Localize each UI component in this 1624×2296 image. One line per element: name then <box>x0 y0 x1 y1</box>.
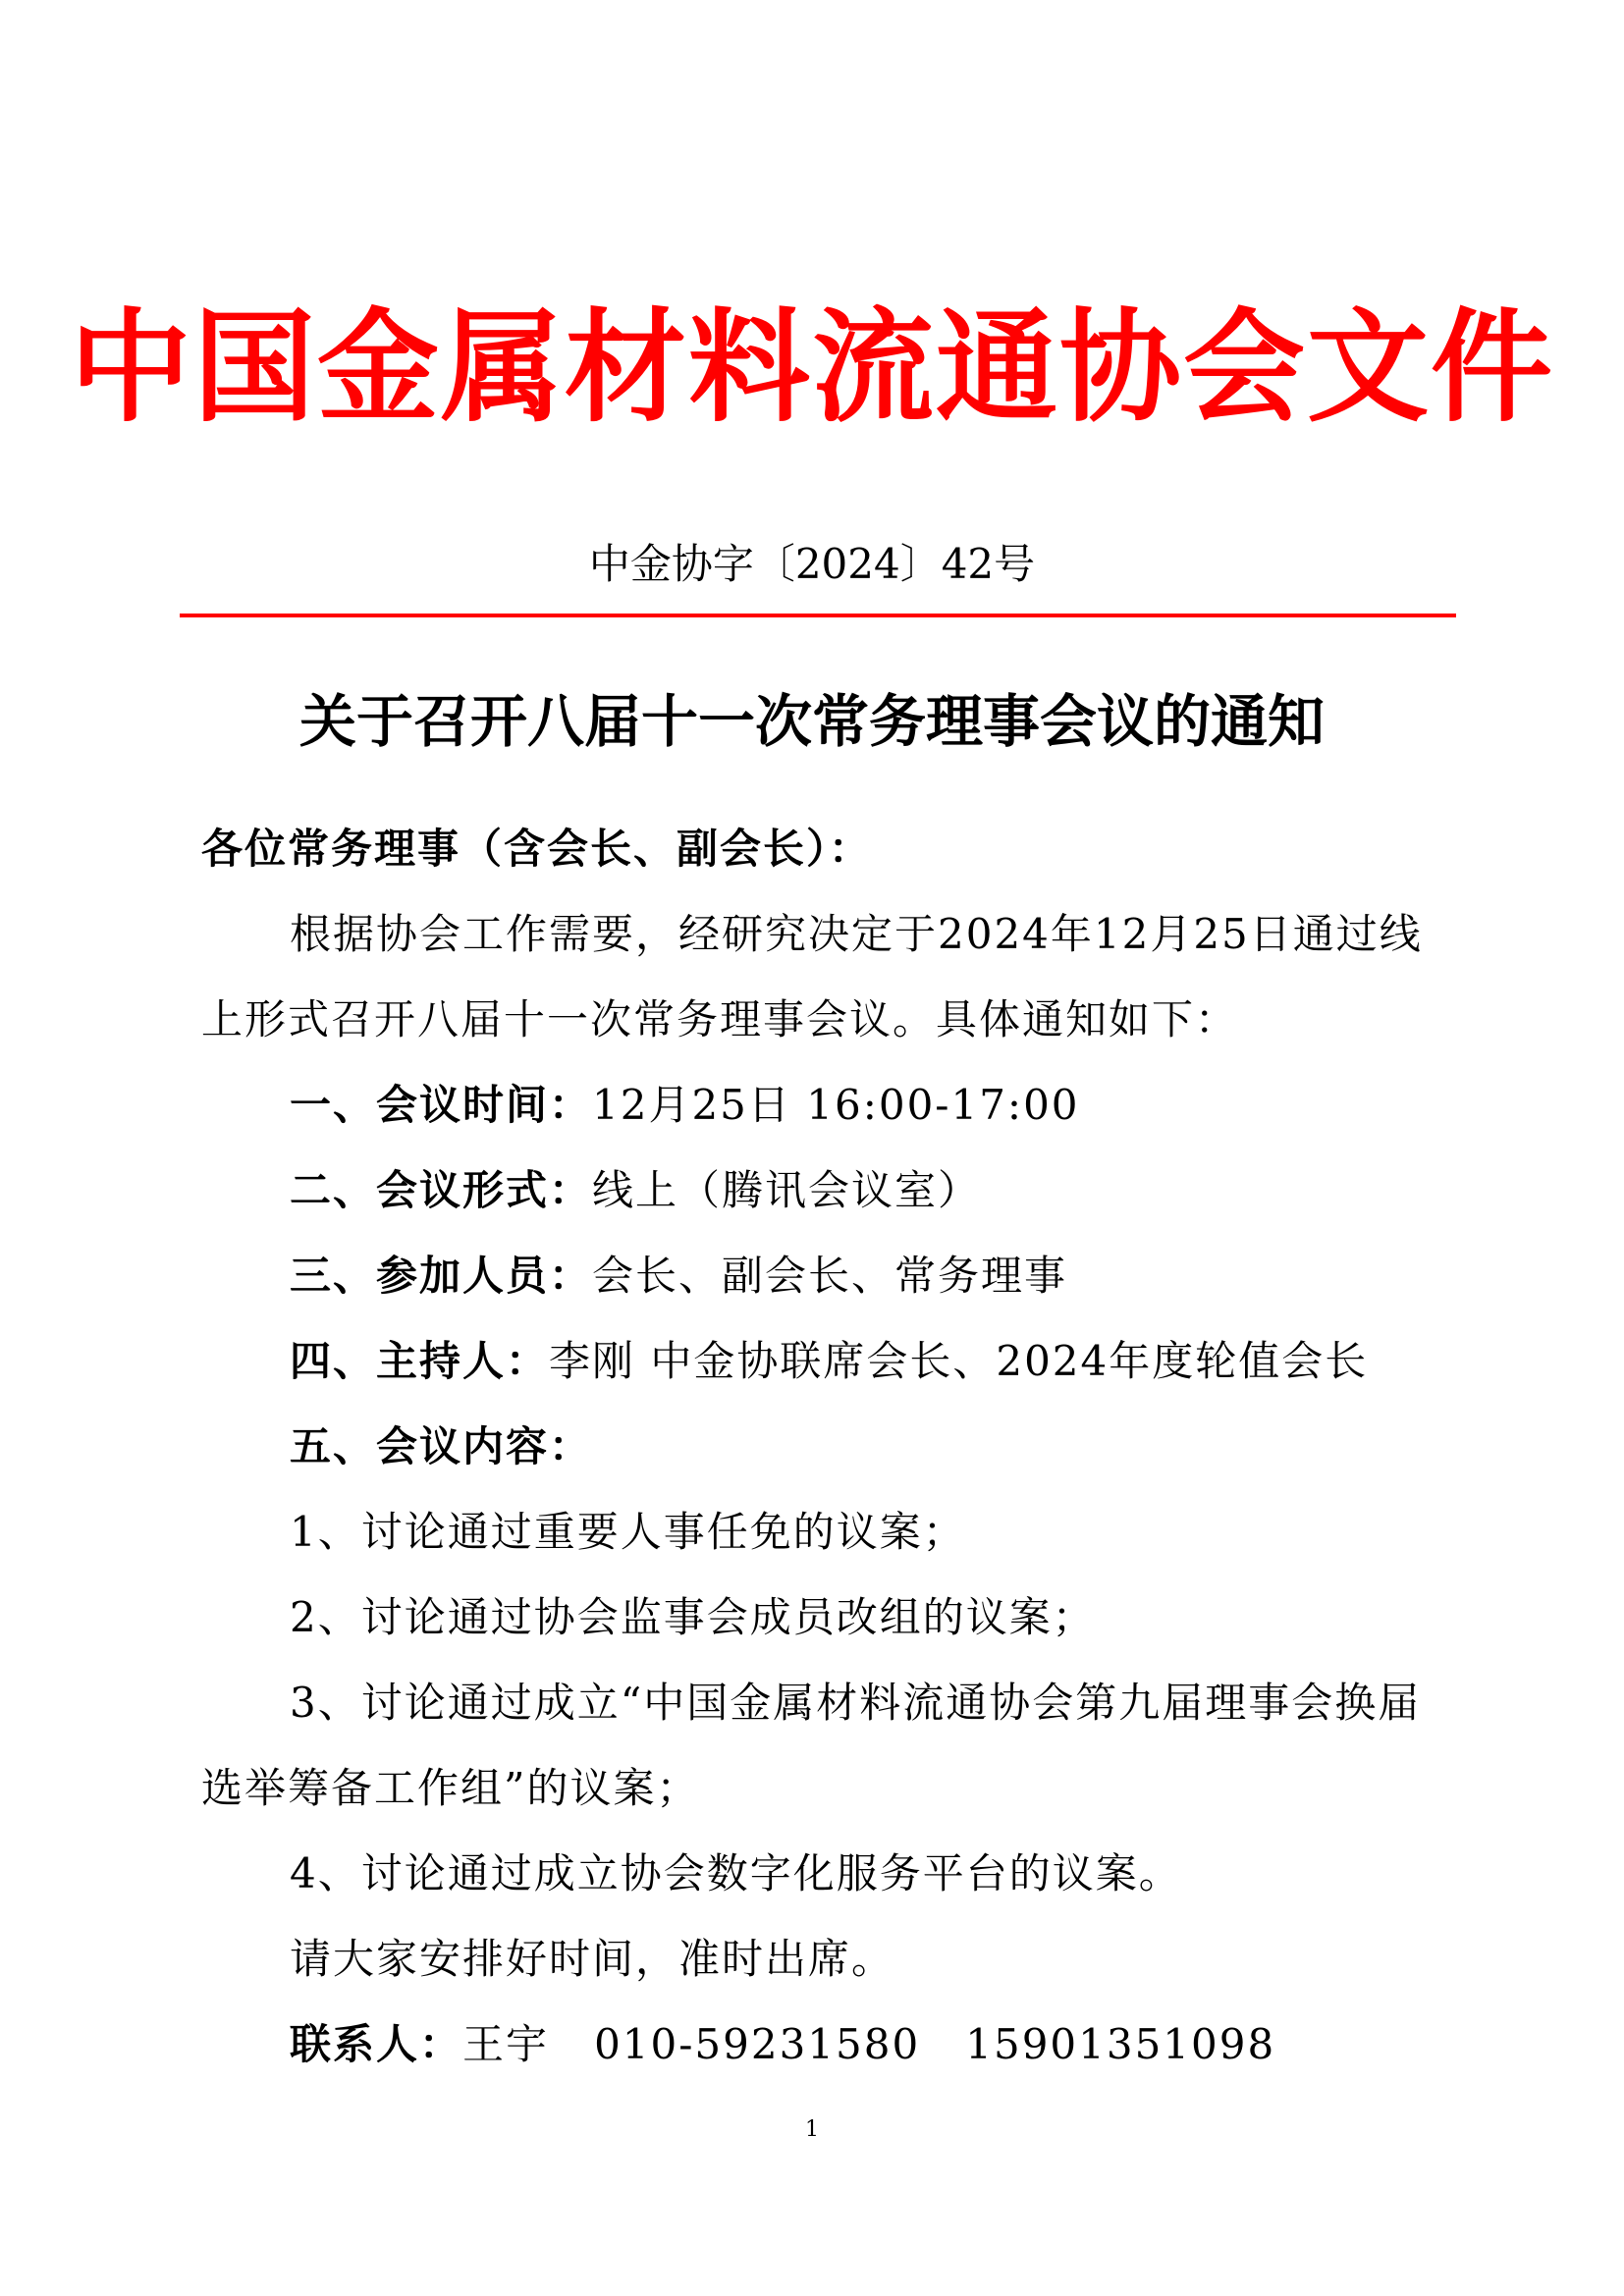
agenda-heading-item <box>290 1417 1438 1476</box>
closing-line: 请大家安排好时间，准时出席。 <box>290 1935 895 1983</box>
contact-label: 联系人： <box>290 2020 463 2068</box>
meeting-format-label: 二、会议形式： <box>290 1166 593 1214</box>
agenda-item-3-line-2: 选举筹备工作组”的议案； <box>201 1764 700 1812</box>
contact-value: 王宇 010-59231580 15901351098 <box>462 2020 1276 2068</box>
document-number: 中金协字〔2024〕42号 <box>588 540 1036 588</box>
agenda-item-1: 1、讨论通过重要人事任免的议案； <box>290 1508 966 1556</box>
host-value: 李刚 中金协联席会长、2024年度轮值会长 <box>549 1337 1369 1385</box>
attendees-value: 会长、副会长、常务理事 <box>592 1252 1068 1300</box>
page-number: 1 <box>805 2117 819 2142</box>
meeting-time-label: 一、会议时间： <box>290 1081 593 1129</box>
intro-paragraph-line-1: 根据协会工作需要，经研究决定于2024年12月25日通过线 <box>290 910 1423 958</box>
attendees-label: 三、参加人员： <box>290 1252 593 1300</box>
document-header-title: 中国金属材料流通协会文件 <box>69 297 1554 439</box>
agenda-item-4: 4、讨论通过成立协会数字化服务平台的议案。 <box>290 1849 1182 1897</box>
meeting-format-value: 线上（腾讯会议室） <box>592 1166 982 1214</box>
agenda-heading-label: 五、会议内容： <box>290 1422 593 1470</box>
agenda-item-3-line-1: 3、讨论通过成立“中国金属材料流通协会第九届理事会换届 <box>290 1679 1422 1727</box>
host-item <box>290 1332 1438 1391</box>
intro-paragraph-line-2: 上形式召开八届十一次常务理事会议。具体通知如下： <box>201 995 1239 1043</box>
meeting-time-item <box>290 1076 1438 1135</box>
agenda-item-2: 2、讨论通过协会监事会成员改组的议案； <box>290 1593 1096 1641</box>
salutation: 各位常务理事（含会长、副会长）： <box>201 825 873 873</box>
meeting-time-value: 12月25日 16:00-17:00 <box>592 1081 1080 1129</box>
attendees-item <box>290 1247 1438 1306</box>
contact-line <box>290 2015 1438 2074</box>
red-divider-rule <box>180 614 1456 617</box>
meeting-format-item <box>290 1161 1438 1220</box>
notice-title: 关于召开八届十一次常务理事会议的通知 <box>298 688 1325 755</box>
host-label: 四、主持人： <box>290 1337 550 1385</box>
